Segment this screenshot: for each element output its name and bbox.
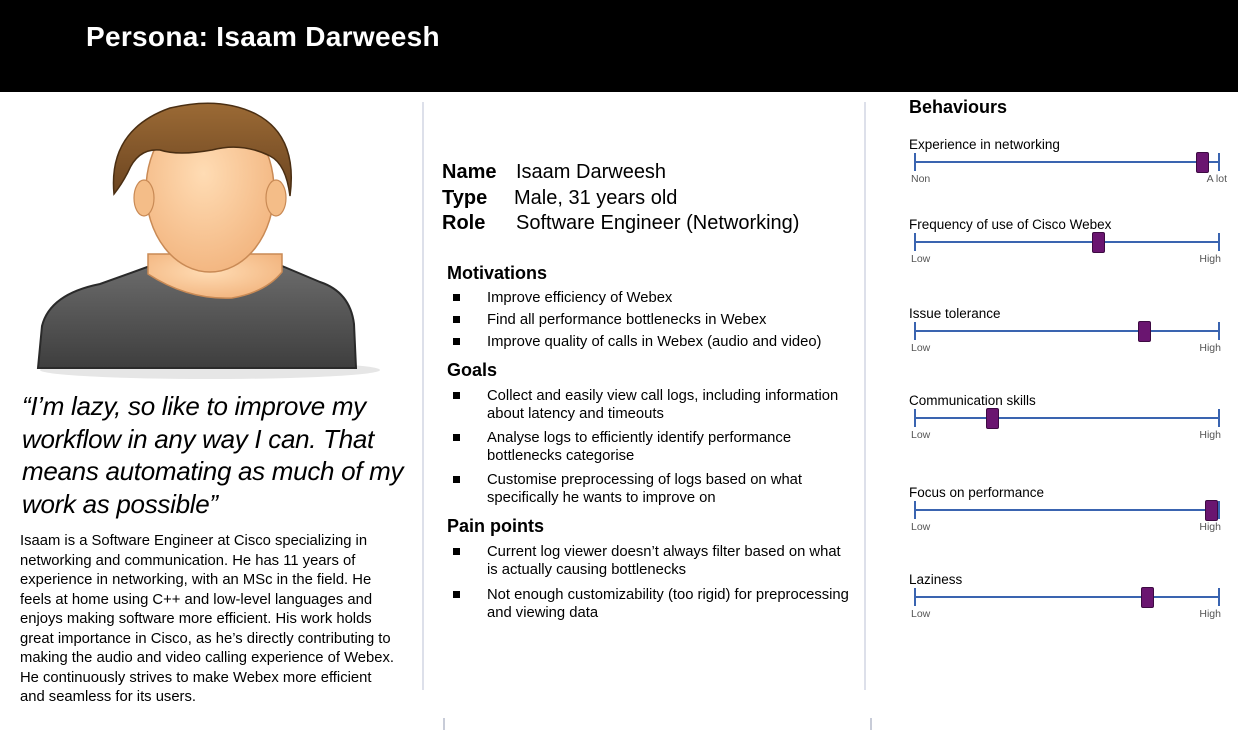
persona-info: [442, 160, 799, 237]
info-row-name: [442, 160, 799, 186]
slider-thumb[interactable]: [1138, 321, 1151, 342]
list-item: Customise preprocessing of logs based on what specifically he wants to improve on: [452, 471, 852, 507]
column-divider-right: [864, 102, 866, 690]
persona-quote: “I’m lazy, so like to improve my workflow in any way I can. That means automating as much of my work as possible”: [22, 391, 404, 519]
slider-thumb[interactable]: [1205, 500, 1218, 521]
slider-low-label: Low: [911, 429, 931, 441]
header-bar: [0, 0, 1238, 92]
slider-high-label: High: [1199, 253, 1221, 265]
slider-thumb[interactable]: [1141, 587, 1154, 608]
type-value: Male, 31 years old: [514, 186, 678, 209]
track-end-left: [914, 501, 916, 519]
bottom-tick-right: [870, 718, 872, 730]
slider-low-label: Low: [911, 253, 931, 265]
slider-issue-tolerance: [909, 306, 1229, 366]
slider-low-label: Non: [911, 173, 931, 185]
slider-label: Frequency of use of Cisco Webex: [909, 217, 1112, 232]
slider-track: [915, 417, 1219, 419]
slider-thumb[interactable]: [1196, 152, 1209, 173]
list-item: Analyse logs to efficiently identify performance bottlenecks categorise: [452, 429, 852, 465]
slider-high-label: High: [1199, 521, 1221, 533]
list-item: Collect and easily view call logs, including information about latency and timeouts: [452, 387, 852, 423]
slider-high-label: High: [1199, 608, 1221, 620]
slider-label: Focus on performance: [909, 485, 1045, 500]
slider-track: [915, 509, 1219, 511]
slider-low-label: Low: [911, 521, 931, 533]
page-title: Persona: Isaam Darweesh: [86, 21, 440, 52]
track-end-right: [1218, 233, 1220, 251]
track-end-right: [1218, 153, 1220, 171]
track-end-left: [914, 233, 916, 251]
track-end-right: [1218, 501, 1220, 519]
behaviours-title: Behaviours: [909, 97, 1008, 117]
info-row-role: [442, 211, 799, 237]
list-item: Not enough customizability (too rigid) for preprocessing and viewing data: [452, 586, 852, 622]
role-label: Role: [442, 212, 486, 234]
slider-label: Communication skills: [909, 393, 1036, 408]
slider-high-label: High: [1199, 342, 1221, 354]
type-label: Type: [442, 186, 488, 209]
track-end-right: [1218, 588, 1220, 606]
list-item: Improve efficiency of Webex: [452, 289, 852, 307]
slider-track: [915, 330, 1219, 332]
slider-high-label: A lot: [1206, 173, 1227, 185]
goals-title: Goals: [447, 360, 498, 380]
slider-focus-performance: [909, 485, 1229, 545]
track-end-left: [914, 322, 916, 340]
track-end-left: [914, 588, 916, 606]
slider-label: Experience in networking: [909, 137, 1060, 152]
slider-experience-networking: [909, 137, 1229, 197]
motivations-list: [452, 289, 852, 351]
slider-track: [915, 161, 1219, 163]
avatar: [20, 94, 380, 384]
slider-thumb[interactable]: [1092, 232, 1105, 253]
slider-thumb[interactable]: [986, 408, 999, 429]
track-end-left: [914, 153, 916, 171]
info-row-type: [442, 186, 799, 212]
motivations-title: Motivations: [447, 263, 548, 283]
slider-frequency-webex: [909, 217, 1229, 277]
name-label: Name: [442, 161, 497, 183]
goals-list: [452, 387, 852, 507]
slider-laziness: [909, 572, 1229, 632]
role-value: Software Engineer (Networking): [516, 212, 800, 234]
slider-label: Laziness: [909, 572, 963, 587]
name-value: Isaam Darweesh: [516, 161, 667, 183]
list-item: Current log viewer doesn’t always filter based on what is actually causing bottlenecks: [452, 543, 852, 579]
slider-low-label: Low: [911, 608, 931, 620]
pain-points-title: Pain points: [447, 516, 545, 536]
slider-track: [915, 596, 1219, 598]
pain-points-list: [452, 543, 852, 622]
slider-track: [915, 241, 1219, 243]
list-item: Improve quality of calls in Webex (audio and video): [452, 333, 852, 351]
slider-label: Issue tolerance: [909, 306, 1001, 321]
persona-bio: Isaam is a Software Engineer at Cisco specializing in networking and communication. He has 11 years of experience in networking, with an MSc in the field. He feels at home using C++ and low-level languages and enjoys making software more efficient. His work holds great importance in Cisco, as he’s directly contributing to making the audio and video calling experience of Webex. He continuously strives to make Webex more efficient and seamless for its users.: [20, 533, 394, 705]
track-end-right: [1218, 409, 1220, 427]
list-item: Find all performance bottlenecks in Webex: [452, 311, 852, 329]
track-end-right: [1218, 322, 1220, 340]
slider-low-label: Low: [911, 342, 931, 354]
bottom-tick-left: [443, 718, 445, 730]
slider-communication-skills: [909, 393, 1229, 453]
column-divider-left: [422, 102, 424, 690]
slider-high-label: High: [1199, 429, 1221, 441]
track-end-left: [914, 409, 916, 427]
